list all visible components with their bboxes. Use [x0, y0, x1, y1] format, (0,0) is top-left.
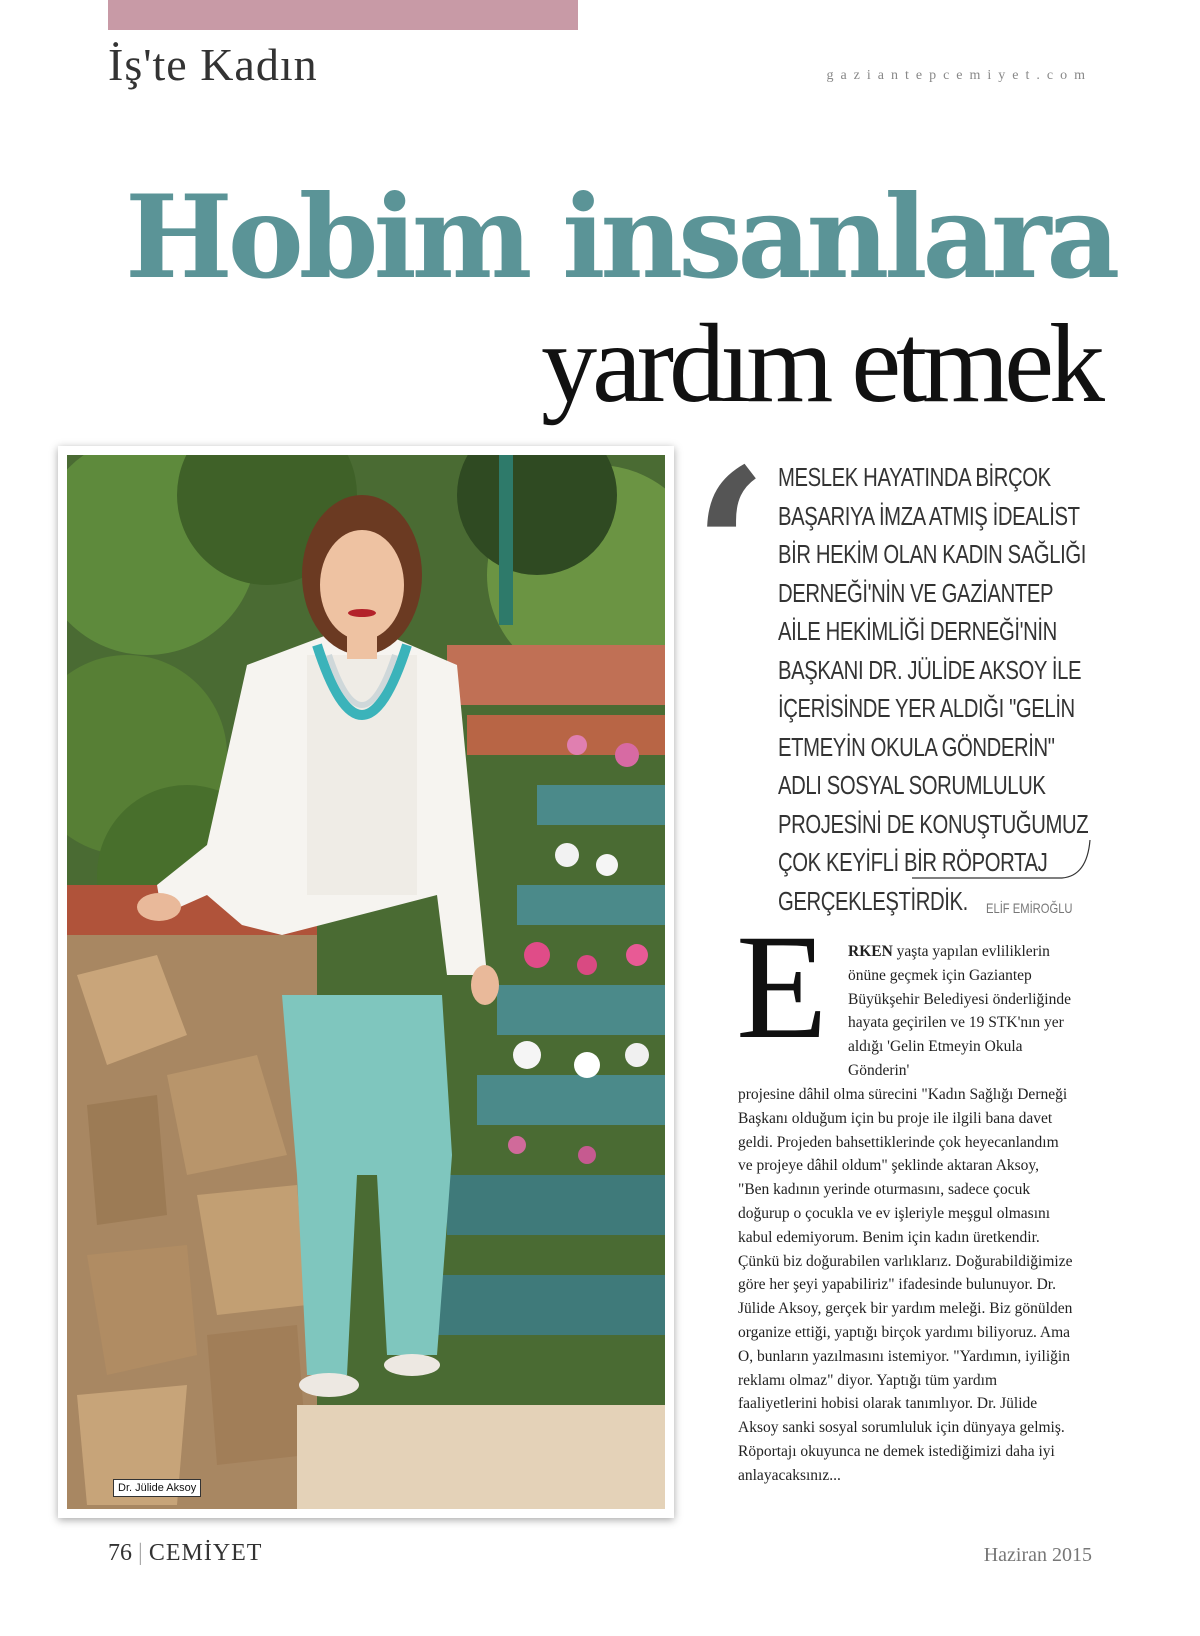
headline-line-2: yardım etmek — [541, 302, 1100, 426]
photo-frame — [58, 446, 674, 1518]
footer-separator: | — [138, 1540, 143, 1566]
opening-text: yaşta yapılan evliliklerin önüne geçmek için Gaziantep Büyükşehir Belediyesi önderliğinde hayata geçirilen ve 19 STK'nın yer aldığı 'Gelin Etmeyin Okula Gönderin' — [848, 943, 1071, 1079]
page-number: 76 — [108, 1540, 132, 1566]
pull-quote: MESLEK HAYATINDA BİRÇOK BAŞARIYA İMZA ATMIŞ İDEALİST BİR HEKİM OLAN KADIN SAĞLIĞI DERNEĞİ'NİN VE GAZİANTEP AİLE HEKİMLİĞİ DERNEĞİ'NİN BAŞKANI DR. JÜLİDE AKSOY İLE İÇERİSİNDE YER ALDIĞI "GELİN ETMEYİN OKULA GÖNDERİN" ADLI SOSYAL SORUMLULUK PROJESİNİ DE KONUŞTUĞUMUZ ÇOK KEYİFLİ BİR RÖPORTAJ GERÇEKLEŞTİRDİK. — [778, 462, 1089, 916]
top-decorative-band — [108, 0, 578, 30]
portrait-photo — [67, 455, 665, 1509]
site-url: gaziantepcemiyet.com — [826, 68, 1092, 83]
article-body-text: projesine dâhil olma sürecini "Kadın Sağlığı Derneği Başkanı olduğum için bu proje ile ilgili bana davet geldi. Projeden bahsettiklerinde çok heyecanlandım ve projeye dâhil oldum" şeklinde aktaran Aksoy, "Ben kadının yerinde oturmasını, sadece çocuk doğurup o çocukla ve ev işleriyle meşgul olmasını kabul edemiyorum. Benim için kadın üretkendir. Çünkü biz doğurabilen varlıklarız. Doğurabildiğimize göre her şeyi yapabiliriz" ifadesinde bulunuyor. Dr. Jülide Aksoy, gerçek bir yardım meleği. Biz gönülden organize ettiği, yaptığı birçok yardımı biliyoruz. Ama O, bunların yazılmasını istemiyor. "Yardımın, iyiliğin reklamı olmaz" diyor. Yaptığı tüm yardım faaliyetlerini hobisi olarak tanımlıyor. Dr. Jülide Aksoy sanki sosyal sorumluluk için dünyaya gelmiş. Röportajı okuyunca ne demek istediğimizi daha iyi anlayacaksınız... — [738, 1086, 1073, 1484]
quote-underline-decoration — [912, 830, 1092, 890]
photo-caption: Dr. Jülide Aksoy — [113, 1479, 201, 1497]
article-opening-paragraph — [848, 940, 1076, 1083]
quote-mark-icon: ‘ — [692, 420, 769, 679]
footer-page-info — [108, 1540, 262, 1567]
magazine-name: CEMİYET — [148, 1540, 263, 1566]
headline-line-1: Hobim insanlara — [125, 170, 1116, 304]
issue-date: Haziran 2015 — [983, 1544, 1092, 1566]
photo-illustration — [67, 455, 665, 1509]
drop-cap: E — [736, 904, 828, 1070]
article-author: ELİF EMİROĞLU — [986, 900, 1073, 916]
section-label: İş'te Kadın — [108, 39, 318, 90]
lead-word: RKEN — [848, 943, 893, 960]
